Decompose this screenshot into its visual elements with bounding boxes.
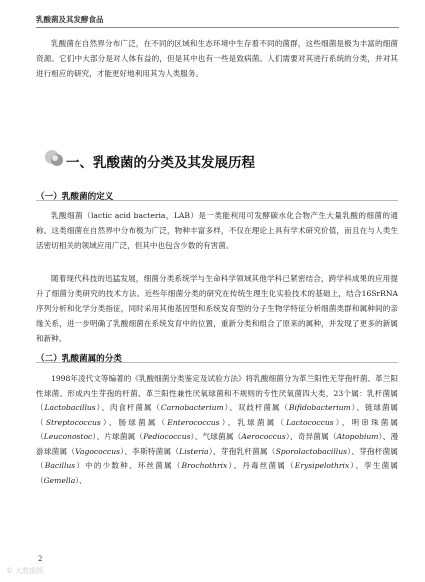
section-circle-icon xyxy=(44,148,64,168)
watermark: © 大数据图 xyxy=(6,567,44,575)
section-title: 一、乳酸菌的分类及其发展历程 xyxy=(66,155,255,171)
genus-latin-name: Erysipelothrix xyxy=(294,461,350,470)
subsection-title-genera: （二）乳酸菌属的分类 xyxy=(36,354,122,364)
subsection-title-definition: （一）乳酸菌的定义 xyxy=(36,192,114,202)
paragraph-text: ）、明串珠菌属（ xyxy=(36,417,399,441)
genus-latin-name: Carnobacterium xyxy=(160,403,224,412)
paragraph-text: ）、乳球菌属（ xyxy=(219,417,287,427)
paragraph-text: 1998年凌代文等编著的《乳酸细菌分类鉴定及试验方法》将乳酸细菌分为革兰阳性无芽孢杆菌、革兰阳性球菌、形成内生芽孢的杆菌、革兰阳性兼性厌氧球菌和不规则的专性厌氧菌四大类，23个属：乳杆菌属（ xyxy=(36,374,398,412)
paragraph-text: ）、气球菌属（ xyxy=(190,432,242,441)
subsection-rule xyxy=(36,200,398,201)
intro-paragraph: 乳酸菌在自然界分布广泛，在不同的区域和生态环境中生存着不同的菌群，这些细菌是极为丰富的细菌资源。它们中大部分是对人体有益的，但是其中也有一些是致病菌。人们需要对其进行系统的分类，并对其进行相应的研究，才能更好地利用其为人类服务。 xyxy=(36,39,398,78)
header-rule xyxy=(36,27,399,28)
paragraph-text: ）、 xyxy=(75,475,87,485)
genus-latin-name: Lactococcus xyxy=(286,417,334,427)
paragraph-text: ）、芽孢乳杆菌属（ xyxy=(208,446,276,456)
genus-latin-name: Aerococcus xyxy=(241,432,286,441)
paragraph-text: ）、漫游球菌属（ xyxy=(36,432,399,456)
genus-latin-name: Pediococcus xyxy=(143,432,191,441)
definition-paragraph: 乳酸细菌（lactic acid bacteria，LAB）是一类能利用可发酵碳水化合物产生大量乳酸的细菌的通称。这类细菌在自然界中分布极为广泛，物种丰富多样，不仅在理论上具有学术研究价值，而且在与人类生活密切相关的领域应用广泛，但其中也包含少数的有害菌。 xyxy=(36,211,398,250)
paragraph-text: ）、孪生菌属（ xyxy=(36,461,399,485)
page-number: 2 xyxy=(38,555,43,563)
section-heading xyxy=(44,148,255,174)
paragraph-text: ）、奇异菌属（ xyxy=(285,432,337,441)
genus-latin-name: Gemella xyxy=(43,475,76,485)
genus-latin-name: Sporolactobacillus xyxy=(275,446,347,456)
paragraph-text: ）、丹毒丝菌属（ xyxy=(227,461,295,470)
subsection-rule xyxy=(36,362,398,363)
genus-latin-name: Listeria xyxy=(179,446,209,456)
running-head: 乳酸菌及其发酵食品 xyxy=(36,15,104,24)
genera-paragraph xyxy=(36,372,398,488)
paragraph-text: ）、芽孢杆菌属（ xyxy=(36,446,399,470)
genus-latin-name: Bifidobacterium xyxy=(288,403,351,412)
paragraph-text: ）中的少数种、环丝菌属（ xyxy=(75,461,182,470)
paragraph-text: ）、链球菌属（ xyxy=(36,403,398,427)
classification-history-paragraph: 随着现代科技的迅猛发展，细菌分类系统学与生命科学领域其他学科已紧密结合，跨学科成果的应用提升了细菌分类研究的技术方法。近些年细菌分类的研究在传统生理生化实验技术的基础上，结合16SrRNA序列分析和化学分类指征，同时采用其他基因型和系统发育型的分子生物学特征分析细菌类群和属种间的亲缘关系，进一步明确了乳酸细菌在系统发育中的位置，重新分类和组合了原来的属种，并发现了更多的新属和新种。 xyxy=(36,274,398,343)
genus-latin-name: Bacillus xyxy=(44,461,76,470)
genus-latin-name: Lactobacillus xyxy=(44,403,96,412)
paragraph-text: ）、李斯特菌属（ xyxy=(120,446,180,456)
genus-latin-name: Streptococcus xyxy=(45,417,101,427)
paragraph-text: ）、双歧杆菌属（ xyxy=(223,403,289,412)
paragraph-text: ）、肠球菌属（ xyxy=(100,417,168,427)
paragraph-text: ）、片球菌属（ xyxy=(92,432,144,441)
genus-latin-name: Enterococcus xyxy=(167,417,220,427)
genus-latin-name: Brochothrix xyxy=(181,461,228,470)
genus-latin-name: Leuconostoc xyxy=(43,432,93,441)
paragraph-text: ）、肉食杆菌属（ xyxy=(95,403,161,412)
genus-latin-name: Atopobium xyxy=(336,432,379,441)
genus-latin-name: Vagococcus xyxy=(75,446,121,456)
